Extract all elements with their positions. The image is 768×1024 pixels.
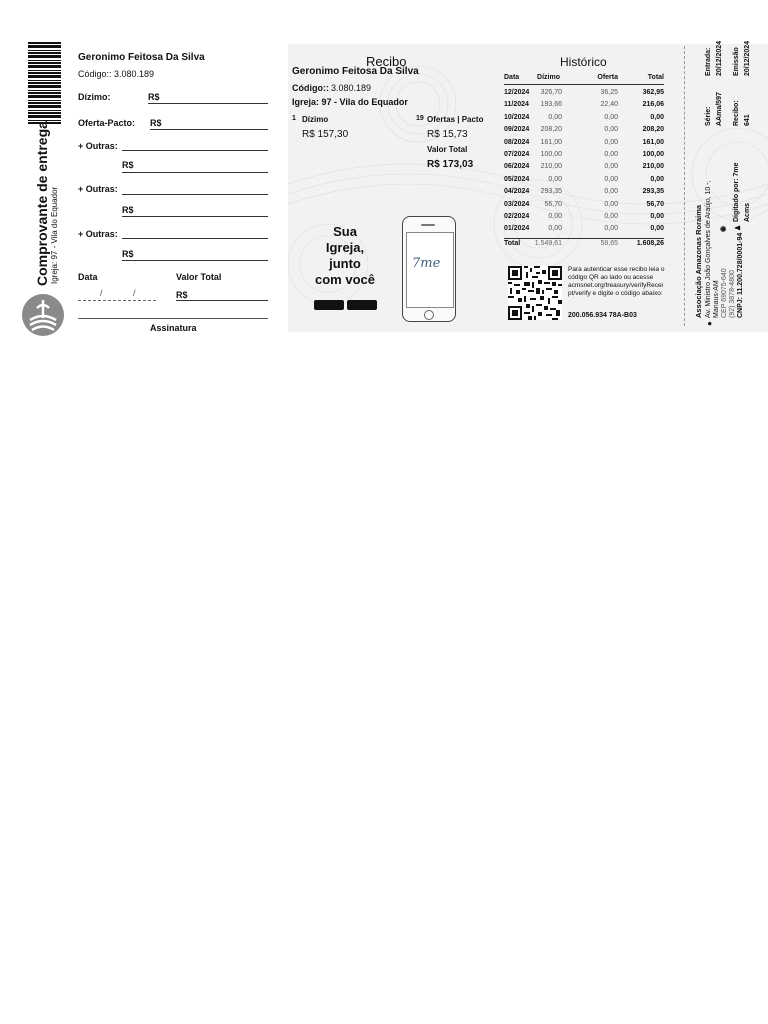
row-date: 06/2024 bbox=[504, 163, 530, 171]
barcode bbox=[28, 42, 61, 124]
stub-outras-desc-field-3[interactable] bbox=[122, 238, 268, 239]
slogan-line-1: Sua bbox=[333, 224, 357, 239]
phone-home-button bbox=[424, 310, 434, 320]
serie-label: Série: bbox=[705, 106, 712, 126]
row-oferta: 0,00 bbox=[604, 126, 618, 134]
slogan-line-2: Igreja, bbox=[325, 240, 365, 255]
org-cep: CEP 69075-640 bbox=[721, 268, 728, 318]
stub-code: Código:: 3.080.189 bbox=[78, 69, 155, 79]
history-col-oferta: Oferta bbox=[597, 74, 618, 81]
row-total: 56,70 bbox=[646, 200, 664, 208]
app-slogan bbox=[306, 224, 384, 288]
total-sum: 1.608,26 bbox=[636, 239, 664, 247]
dizimo-count: 1 bbox=[292, 115, 296, 122]
stub-outras-value-field-3[interactable] bbox=[122, 260, 268, 261]
stub-outras-label-1: + Outras: bbox=[78, 141, 118, 151]
row-dizimo: 0,00 bbox=[548, 225, 562, 233]
signature-label: Assinatura bbox=[150, 323, 197, 333]
dizimo-label: Dízimo bbox=[302, 115, 329, 124]
row-date: 01/2024 bbox=[504, 225, 530, 233]
receipt-page bbox=[0, 0, 768, 340]
row-date: 02/2024 bbox=[504, 212, 530, 220]
stub-total-field[interactable] bbox=[176, 300, 268, 301]
church-logo-icon bbox=[22, 294, 64, 336]
row-dizimo: 208,20 bbox=[540, 126, 562, 134]
table-row bbox=[504, 224, 664, 236]
stub-outras-desc-field-1[interactable] bbox=[122, 150, 268, 151]
stub-oferta-field[interactable] bbox=[150, 129, 268, 130]
history-total-row bbox=[504, 238, 664, 251]
row-total: 100,00 bbox=[642, 150, 664, 158]
stub-outras-desc-field-2[interactable] bbox=[122, 194, 268, 195]
org-phone: (92) 3878-4800 bbox=[729, 270, 736, 318]
row-oferta: 0,00 bbox=[604, 138, 618, 146]
digitado-label: Digitado por: 7me bbox=[733, 162, 740, 222]
app-logo: 7me bbox=[412, 256, 441, 271]
row-date: 03/2024 bbox=[504, 200, 530, 208]
history-col-dizimo: Dízimo bbox=[537, 74, 560, 81]
total-value-label: Valor Total bbox=[427, 145, 468, 154]
qr-code[interactable] bbox=[508, 266, 562, 320]
history-header bbox=[504, 74, 664, 85]
table-row bbox=[504, 162, 664, 174]
table-row bbox=[504, 125, 664, 137]
row-dizimo: 0,00 bbox=[548, 212, 562, 220]
slogan-line-3: junto bbox=[329, 256, 361, 271]
recibo-value: 641 bbox=[744, 114, 751, 126]
app-store-badge-icon[interactable] bbox=[314, 300, 344, 310]
stub-date-label: Data bbox=[78, 272, 98, 282]
total-label: Total bbox=[504, 239, 521, 247]
row-oferta: 0,00 bbox=[604, 200, 618, 208]
ofertas-value: R$ 15,73 bbox=[427, 129, 468, 140]
row-dizimo: 326,70 bbox=[540, 89, 562, 96]
stub-oferta-label: Oferta-Pacto: bbox=[78, 118, 136, 128]
row-dizimo: 100,00 bbox=[540, 150, 562, 158]
row-date: 07/2024 bbox=[504, 150, 530, 158]
stub-title: Comprovante de entrega bbox=[34, 121, 50, 286]
entrada-label: Entrada: bbox=[705, 47, 712, 76]
history-col-date: Data bbox=[504, 74, 520, 81]
row-oferta: 22,40 bbox=[600, 101, 618, 109]
auth-instructions: Para autenticar esse recibo leia o código QR ao lado ou acesse acmsnet.org/treasury/verifyRecei pt/verify e digite o código abaixo: bbox=[568, 266, 665, 297]
ofertas-count: 19 bbox=[416, 115, 424, 122]
stub-outras-currency-3: R$ bbox=[122, 249, 134, 259]
stub-outras-currency-1: R$ bbox=[122, 160, 134, 170]
stub-outras-currency-2: R$ bbox=[122, 205, 134, 215]
stub-date-field[interactable]: / / bbox=[100, 288, 150, 298]
row-total: 216,06 bbox=[642, 101, 664, 109]
row-oferta: 0,00 bbox=[604, 225, 618, 233]
table-row bbox=[504, 138, 664, 150]
history-table bbox=[504, 74, 664, 251]
dizimo-value: R$ 157,30 bbox=[302, 129, 349, 140]
row-dizimo: 0,00 bbox=[548, 113, 562, 121]
row-dizimo: 293,35 bbox=[540, 188, 562, 196]
row-oferta: 0,00 bbox=[604, 150, 618, 158]
row-date: 11/2024 bbox=[504, 101, 529, 109]
table-row bbox=[504, 100, 664, 112]
row-oferta: 0,00 bbox=[604, 212, 618, 220]
org-name: Associação Amazonas Roraima bbox=[694, 204, 703, 318]
receipt-title: Recibo bbox=[366, 54, 407, 69]
perforation-line bbox=[684, 46, 685, 326]
row-dizimo: 210,00 bbox=[540, 163, 562, 171]
row-total: 0,00 bbox=[650, 175, 664, 183]
globe-icon: ◉ bbox=[720, 225, 727, 232]
row-total: 161,00 bbox=[642, 138, 664, 146]
table-row bbox=[504, 113, 664, 125]
emissao-date: 20/12/2024 bbox=[744, 40, 751, 76]
emissao-label: Emissão bbox=[733, 47, 740, 76]
row-total: 0,00 bbox=[650, 212, 664, 220]
row-total: 362,95 bbox=[642, 89, 664, 96]
row-dizimo: 161,00 bbox=[540, 138, 562, 146]
table-row bbox=[504, 150, 664, 162]
table-row bbox=[504, 187, 664, 199]
row-total: 0,00 bbox=[650, 113, 664, 121]
recibo-label: Recibo: bbox=[733, 100, 740, 126]
row-oferta: 36,25 bbox=[600, 89, 618, 96]
row-total: 210,00 bbox=[642, 163, 664, 171]
row-date: 09/2024 bbox=[504, 126, 530, 134]
stub-outras-value-field-1[interactable] bbox=[122, 172, 268, 173]
stub-oferta-currency: R$ bbox=[150, 118, 162, 128]
row-total: 208,20 bbox=[642, 126, 664, 134]
entrada-date: 20/12/2024 bbox=[716, 40, 723, 76]
stub-total-label: Valor Total bbox=[176, 272, 222, 282]
stub-member-name: Geronimo Feitosa Da Silva bbox=[78, 52, 205, 63]
total-dizimo: 1.549,61 bbox=[534, 239, 562, 247]
signature-line[interactable] bbox=[78, 318, 268, 319]
stub-dizimo-field[interactable] bbox=[148, 103, 268, 104]
row-dizimo: 0,00 bbox=[548, 175, 562, 183]
digitado-value: Acms bbox=[744, 202, 751, 222]
google-play-badge-icon[interactable] bbox=[347, 300, 377, 310]
stub-outras-value-field-2[interactable] bbox=[122, 216, 268, 217]
row-oferta: 0,00 bbox=[604, 163, 618, 171]
org-cnpj: CNPJ: 11.200.728/0001-94 bbox=[737, 232, 744, 318]
total-value: R$ 173,03 bbox=[427, 159, 474, 170]
row-oferta: 0,00 bbox=[604, 188, 618, 196]
receipt-code: 3.080.189 bbox=[331, 83, 372, 93]
ofertas-label: Ofertas | Pacto bbox=[427, 115, 484, 124]
history-col-total: Total bbox=[647, 74, 664, 81]
serie-value: AAma/597 bbox=[716, 92, 723, 126]
receipt-church: Igreja: 97 - Vila do Equador bbox=[292, 97, 408, 107]
user-icon: ♟ bbox=[735, 224, 742, 231]
receipt-member-name: Geronimo Feitosa Da Silva bbox=[292, 66, 419, 77]
row-oferta: 0,00 bbox=[604, 175, 618, 183]
row-oferta: 0,00 bbox=[604, 113, 618, 121]
org-address: Av. Ministro João Gonçalves de Araújo, 10 -, bbox=[705, 180, 712, 318]
auth-code: 200.056.934 78A-B03 bbox=[568, 312, 637, 319]
receipt-code-label: Código:: bbox=[292, 83, 329, 93]
row-date: 12/2024 bbox=[504, 89, 530, 96]
row-dizimo: 193,66 bbox=[540, 101, 562, 109]
row-date: 04/2024 bbox=[504, 188, 530, 196]
stub-outras-label-2: + Outras: bbox=[78, 184, 118, 194]
row-total: 0,00 bbox=[650, 225, 664, 233]
slogan-line-4: com você bbox=[315, 272, 375, 287]
row-total: 293,35 bbox=[642, 188, 664, 196]
stub-total-currency: R$ bbox=[176, 290, 188, 300]
stub-dizimo-currency: R$ bbox=[148, 92, 160, 102]
total-oferta: 58,65 bbox=[600, 239, 618, 247]
location-pin-icon: ● bbox=[705, 321, 714, 326]
table-row bbox=[504, 88, 664, 100]
table-row bbox=[504, 212, 664, 224]
table-row bbox=[504, 175, 664, 187]
row-date: 05/2024 bbox=[504, 175, 530, 183]
table-row bbox=[504, 200, 664, 212]
org-city: Manaus-AM bbox=[713, 280, 720, 318]
history-title: Histórico bbox=[560, 55, 607, 69]
stub-outras-label-3: + Outras: bbox=[78, 229, 118, 239]
stub-dizimo-label: Dízimo: bbox=[78, 92, 111, 102]
row-date: 08/2024 bbox=[504, 138, 530, 146]
row-date: 10/2024 bbox=[504, 113, 530, 121]
stub-church: Igreja: 97 - Vila do Equador bbox=[50, 186, 59, 284]
stub-date-underline bbox=[78, 300, 156, 301]
phone-speaker bbox=[421, 224, 435, 226]
row-dizimo: 56,70 bbox=[544, 200, 562, 208]
